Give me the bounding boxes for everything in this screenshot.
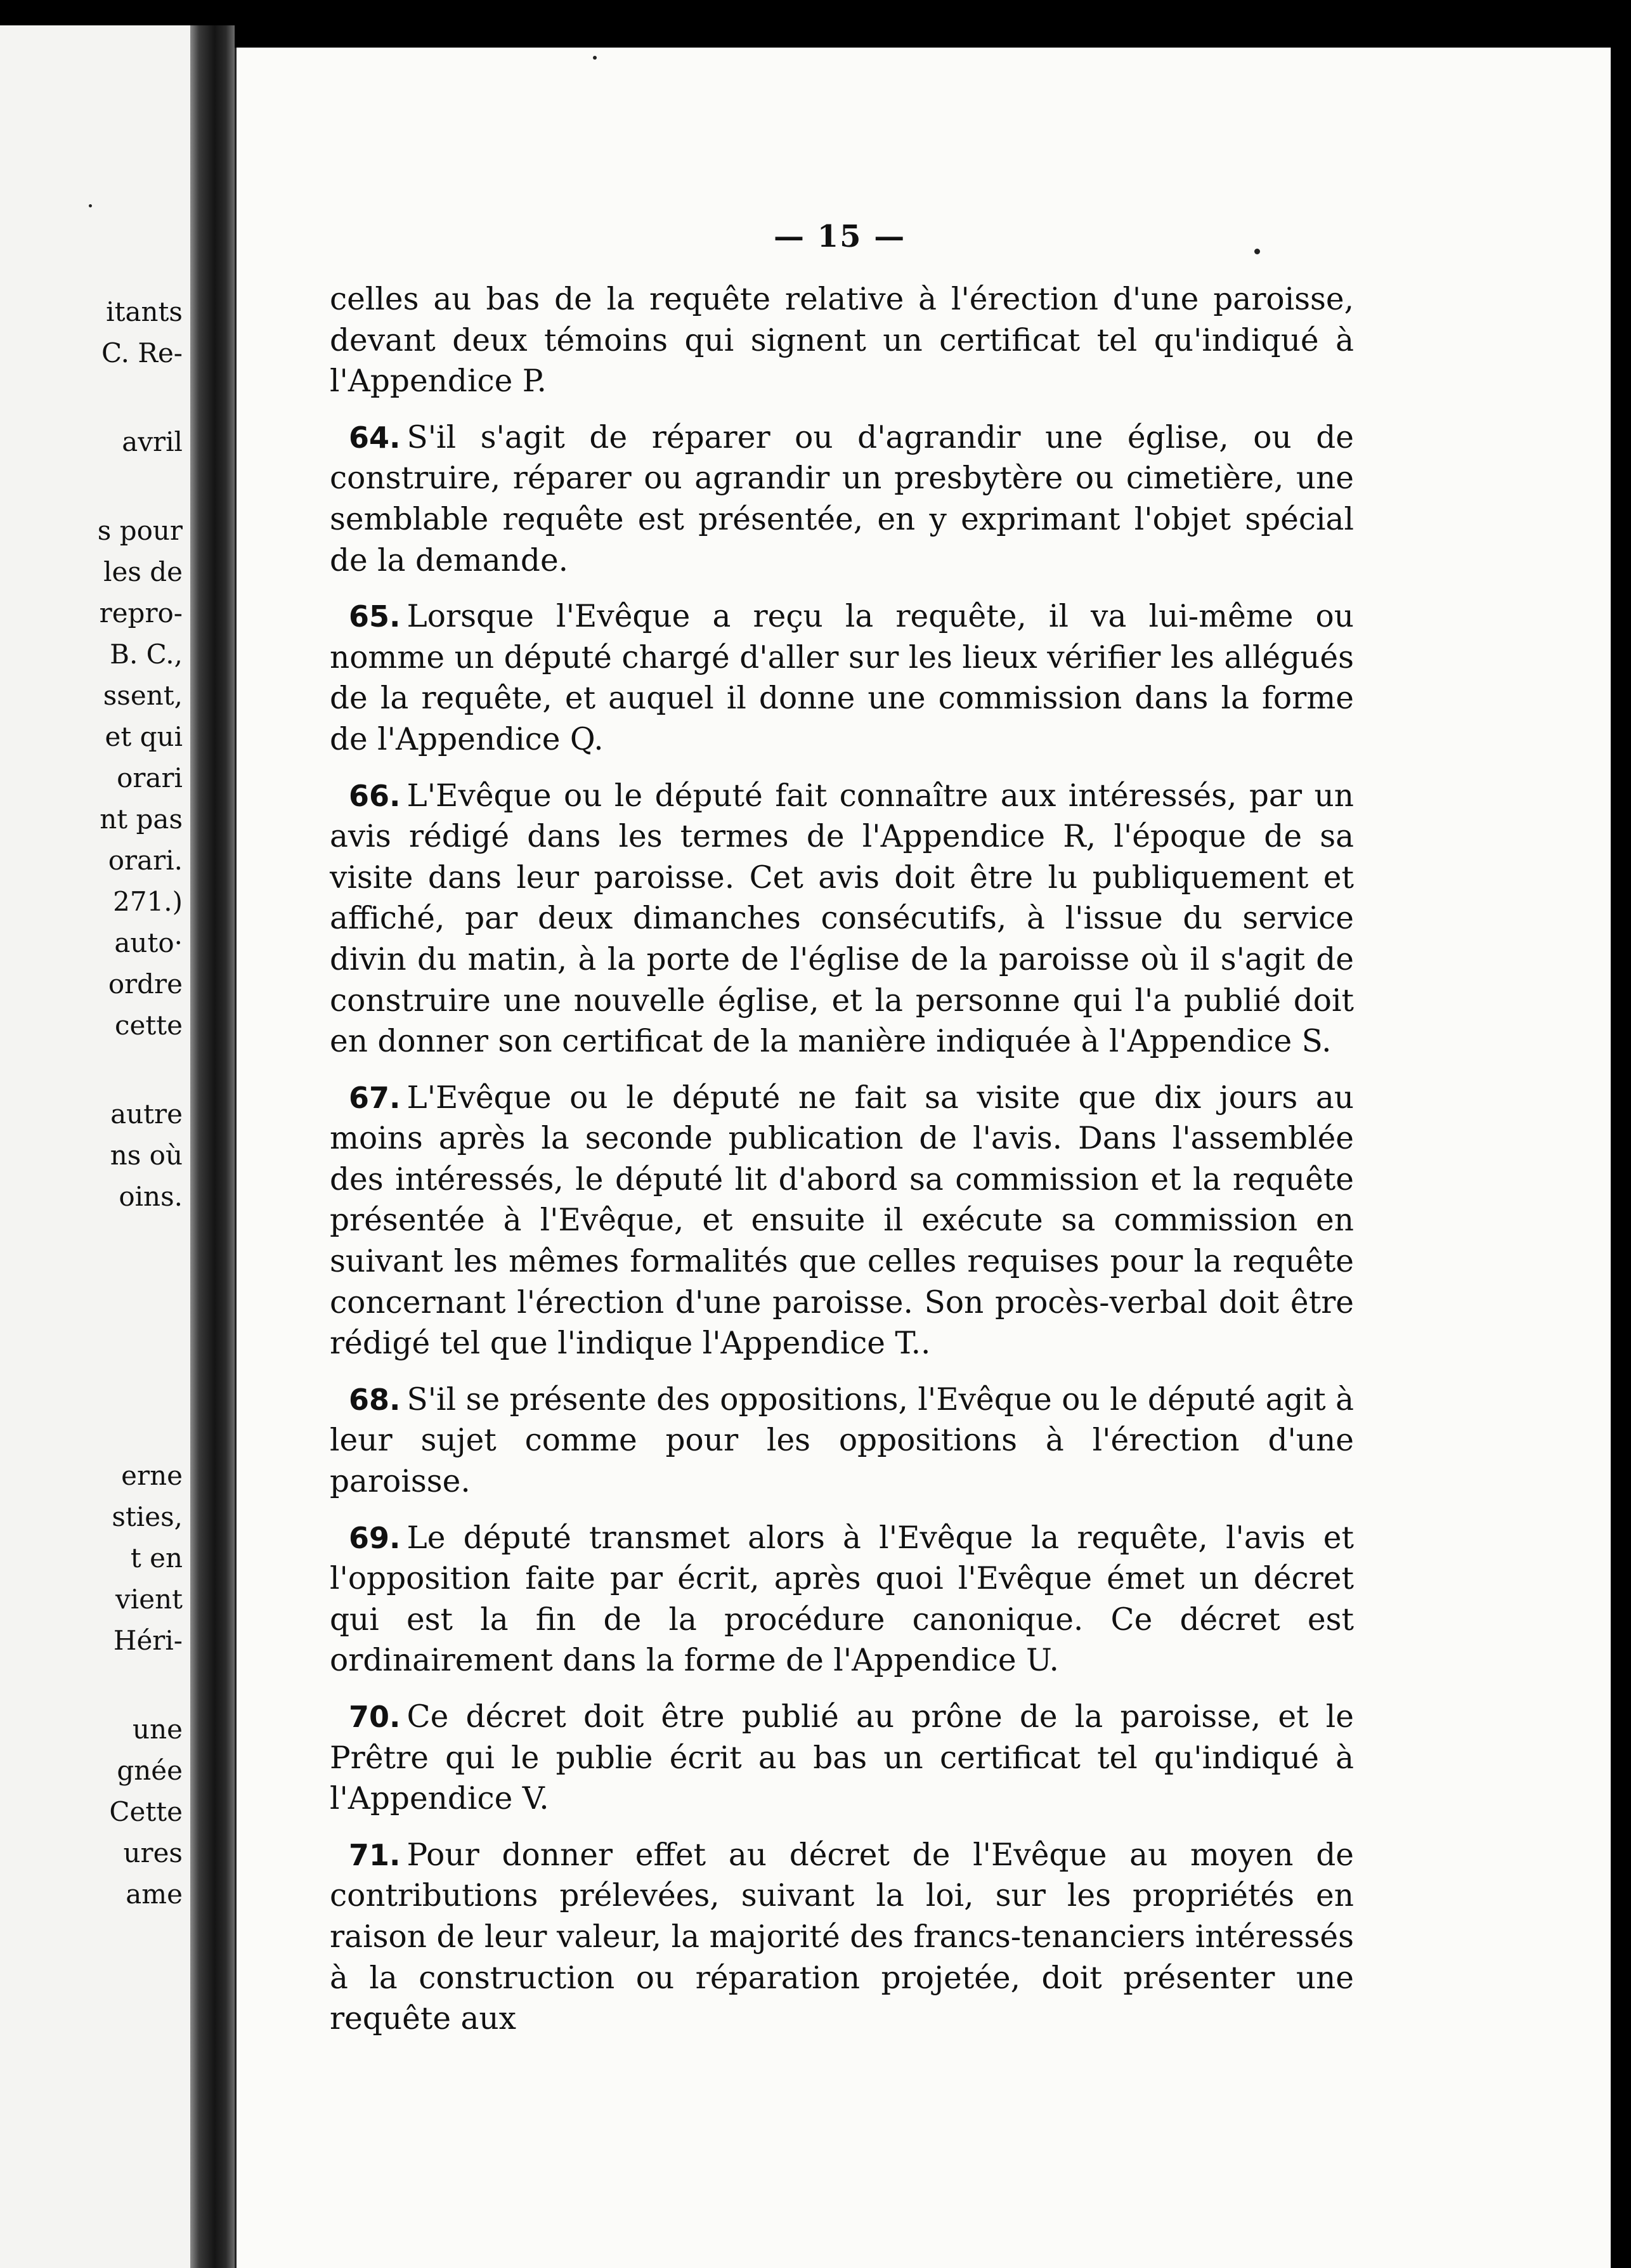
article-number: 64. xyxy=(349,420,401,455)
left-page-line: ssent, xyxy=(103,680,183,711)
body-text xyxy=(330,279,1354,2055)
left-page-line: gnée xyxy=(117,1755,183,1786)
scan-speck xyxy=(89,204,92,207)
article-paragraph xyxy=(330,1518,1354,1681)
article-number: 71. xyxy=(349,1837,401,1872)
article-paragraph xyxy=(330,1379,1354,1502)
scan-speck xyxy=(593,56,597,60)
left-page-line: C. Re- xyxy=(101,337,183,368)
left-page-line: une xyxy=(133,1714,183,1745)
left-page-line: repro- xyxy=(99,597,183,629)
paragraph-text: L'Evêque ou le député ne fait sa visite que dix jours au moins après la seconde publication de l'avis. Dans l'assemblée des intéressés, le député lit d'abord sa commission et la requête présentée à l'Evêque, et ensuite il exécute sa commission en suivant les mêmes formalités que celles requises pour la requête concernant l'érection d'une paroisse. Son procès-verbal doit être rédigé tel que l'indique l'Appendice T.. xyxy=(330,1079,1354,1362)
paragraph-text: Lorsque l'Evêque a reçu la requête, il va lui-même ou nomme un député chargé d'aller sur les lieux vérifier les allégués de la requête, et auquel il donne une commission dans la forme de l'Appendice Q. xyxy=(330,599,1354,757)
article-paragraph xyxy=(330,1835,1354,2040)
left-page-line: erne xyxy=(121,1460,183,1491)
book-gutter xyxy=(190,25,235,2268)
article-paragraph xyxy=(330,776,1354,1062)
left-page-line: ordre xyxy=(108,968,183,1000)
article-paragraph xyxy=(330,417,1354,581)
left-page-line: s pour xyxy=(97,515,183,546)
paragraph-text: S'il s'agit de réparer ou d'agrandir une église, ou de construire, réparer ou agrandir un presbytère ou cimetière, une semblable requête est présentée, en y exprimant l'objet spécial de la demande. xyxy=(330,419,1354,578)
left-page-line: t en xyxy=(130,1542,183,1574)
continued-paragraph xyxy=(330,279,1354,402)
left-page-line: ures xyxy=(123,1837,183,1868)
page-number: — 15 — xyxy=(774,219,906,254)
paragraph-text: L'Evêque ou le député fait connaître aux intéressés, par un avis rédigé dans les termes de l'Appendice R, l'époque de sa visite dans leur paroisse. Cet avis doit être lu publiquement et affiché, par deux dimanches consécutifs, à l'issue du service divin du matin, à la porte de l'église de la paroisse où il s'agit de construire une nouvelle église, et la personne qui l'a publié doit en donner son certificat de la manière indiquée à l'Appendice S. xyxy=(330,778,1354,1060)
article-number: 67. xyxy=(349,1080,401,1115)
article-number: 68. xyxy=(349,1382,401,1417)
left-page-line: Cette xyxy=(109,1796,183,1827)
left-page-line: vient xyxy=(115,1584,183,1615)
article-number: 66. xyxy=(349,778,401,813)
paragraph-text: celles au bas de la requête relative à l'érection d'une paroisse, devant deux témoins qui signent un certificat tel qu'indiqué à l'Appendice P. xyxy=(330,282,1354,400)
scan-speck xyxy=(1254,249,1260,254)
left-page-line: orari xyxy=(117,762,183,793)
left-page-line: nt pas xyxy=(100,804,183,835)
left-page-line: ns où xyxy=(110,1140,183,1171)
left-page-line: oins. xyxy=(119,1181,183,1212)
left-page-line: avril xyxy=(122,426,183,457)
paragraph-text: Ce décret doit être publié au prône de la paroisse, et le Prêtre qui le publie écrit au bas un certificat tel qu'indiqué à l'Appendice V. xyxy=(330,1699,1354,1817)
left-page-line: autre xyxy=(110,1098,183,1130)
paragraph-text: S'il se présente des oppositions, l'Evêque ou le député agit à leur sujet comme pour les oppositions à l'érection d'une paroisse. xyxy=(330,1381,1354,1500)
left-page-line: ame xyxy=(126,1879,183,1910)
article-number: 70. xyxy=(349,1700,401,1734)
paragraph-text: Pour donner effet au décret de l'Evêque au moyen de contributions prélevées, suivant la loi, sur les propriétés en raison de leur valeur, la majorité des francs-tenanciers intéressés à la construction ou réparation projetée, doit présenter une requête aux xyxy=(330,1837,1354,2037)
article-paragraph xyxy=(330,1697,1354,1820)
left-page-fragment xyxy=(0,25,190,2268)
left-page-line: B. C., xyxy=(110,639,183,670)
left-page-line: sties, xyxy=(112,1501,183,1532)
article-paragraph xyxy=(330,596,1354,760)
article-paragraph xyxy=(330,1078,1354,1364)
left-page-line: cette xyxy=(115,1010,183,1041)
left-page-line: les de xyxy=(103,556,183,587)
left-page-line: Héri- xyxy=(113,1625,183,1656)
article-number: 65. xyxy=(349,599,401,634)
left-page-line: itants xyxy=(106,296,183,327)
left-page-line: 271.) xyxy=(113,886,183,917)
scan-border xyxy=(1611,0,1631,2268)
left-page-line: orari. xyxy=(108,845,183,876)
article-number: 69. xyxy=(349,1520,401,1555)
paragraph-text: Le député transmet alors à l'Evêque la requête, l'avis et l'opposition faite par écrit, après quoi l'Evêque émet un décret qui est la fin de la procédure canonique. Ce décret est ordinairement dans la forme de l'Appendice U. xyxy=(330,1520,1354,1679)
left-page-line: auto· xyxy=(114,927,183,958)
left-page-line: et qui xyxy=(105,721,183,752)
